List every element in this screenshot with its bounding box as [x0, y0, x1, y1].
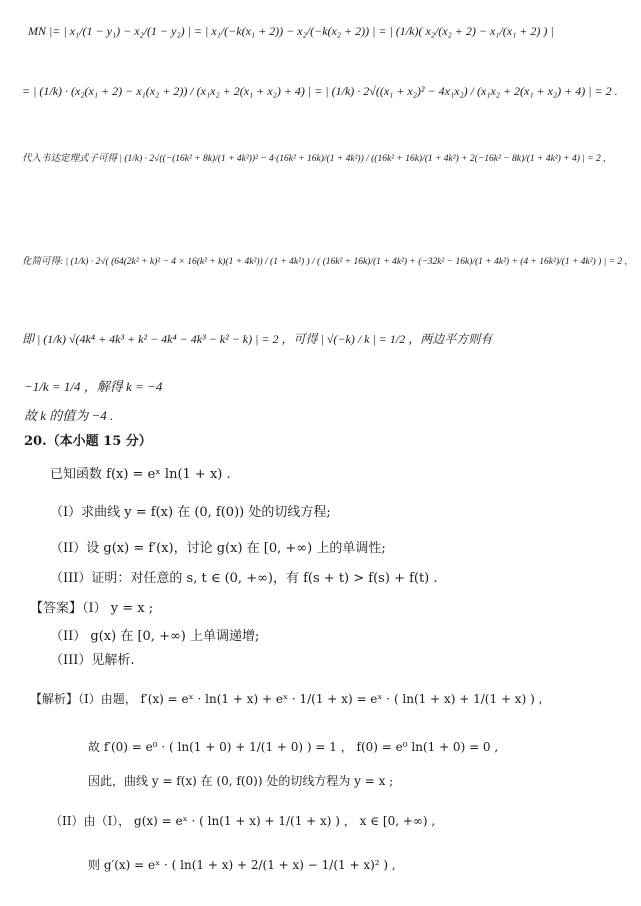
equation-solve-k: −1/k = 1/4 ，解得 k = −4: [24, 379, 163, 394]
answer-part2: （II） g(x) 在 [0, +∞) 上单调递增;: [50, 629, 260, 644]
equation-mn-line1: MN |= | x₁/(1 − y₁) − x₂/(1 − y₂) | = | x₁/(−k(x₁ + 2)) − x₂/(−k(x₂ + 2)) | = | (1/k)( x₂/(x₂ + 2) − x₁/(x₁ + 2) ) |: [28, 24, 554, 38]
solution-part1-tangent: 因此，曲线 y = f(x) 在 (0, f(0)) 处的切线方程为 y = x ;: [88, 774, 394, 788]
equation-vieta-substitution: 代入韦达定理式子可得 | (1/k) · 2√((−(16k² + 8k)/(1 + 4k²))² − 4·(16k² + 16k)/(1 + 4k²)) / ((16k² + 16k)/(1 + 4k²) + 2(−16k² − 8k)/(1 + 4k²) + 4) | = 2 ,: [22, 154, 606, 164]
problem-20-part2: （II）设 g(x) = f′(x)，讨论 g(x) 在 [0, +∞) 上的单调性;: [50, 541, 386, 556]
problem-20-statement: 已知函数 f(x) = eˣ ln(1 + x) .: [50, 467, 231, 482]
problem-20-part1: （I）求曲线 y = f(x) 在 (0, f(0)) 处的切线方程;: [50, 505, 331, 520]
solution-part1-derivative: 【解析】（I）由题， f′(x) = eˣ · ln(1 + x) + eˣ · 1/(1 + x) = eˣ · ( ln(1 + x) + 1/(1 + x) ) ,: [30, 692, 543, 706]
answer-part3: （III）见解析.: [50, 653, 135, 668]
equation-squared: 即 | (1/k) √(4k⁴ + 4k³ + k² − 4k⁴ − 4k³ − k² − k) | = 2 ，可得 | √(−k) / k | = 1/2 ，两边平方则有: [22, 332, 493, 346]
answer-part1: 【答案】（I） y = x ;: [30, 601, 154, 616]
solution-part2-g: （II）由（I）， g(x) = eˣ · ( ln(1 + x) + 1/(1 + x) ) ， x ∈ [0, +∞) ,: [50, 814, 436, 828]
solution-part1-values: 故 f′(0) = e⁰ · ( ln(1 + 0) + 1/(1 + 0) ) = 1 ， f(0) = e⁰ ln(1 + 0) = 0 ,: [88, 740, 499, 754]
equation-simplification: 化简可得: | (1/k) · 2√( (64(2k² + k)² − 4 × 16(k² + k)(1 + 4k²)) / (1 + 4k²) ) / ( (16k² + 16k)/(1 + 4k²) + (−32k² − 16k)/(1 + 4k²) + (4 + 16k²)/(1 + 4k²) ) | = 2 ,: [22, 257, 627, 267]
conclusion-k-value: 故 k 的值为 −4 .: [24, 408, 114, 423]
problem-20-part3: （III）证明：对任意的 s, t ∈ (0, +∞)，有 f(s + t) > f(s) + f(t) .: [50, 571, 438, 586]
problem-20-heading: 20.（本小题 15 分）: [24, 434, 152, 449]
equation-mn-line2: = | (1/k) · (x₂(x₁ + 2) − x₁(x₂ + 2)) / (x₁x₂ + 2(x₁ + x₂) + 4) | = | (1/k) · 2√((x₁ + x₂)² − 4x₁x₂) / (x₁x₂ + 2(x₁ + x₂) + 4) | = 2 .: [22, 84, 618, 98]
solution-part2-gprime: 则 g′(x) = eˣ · ( ln(1 + x) + 2/(1 + x) − 1/(1 + x)² ) ,: [88, 858, 396, 872]
